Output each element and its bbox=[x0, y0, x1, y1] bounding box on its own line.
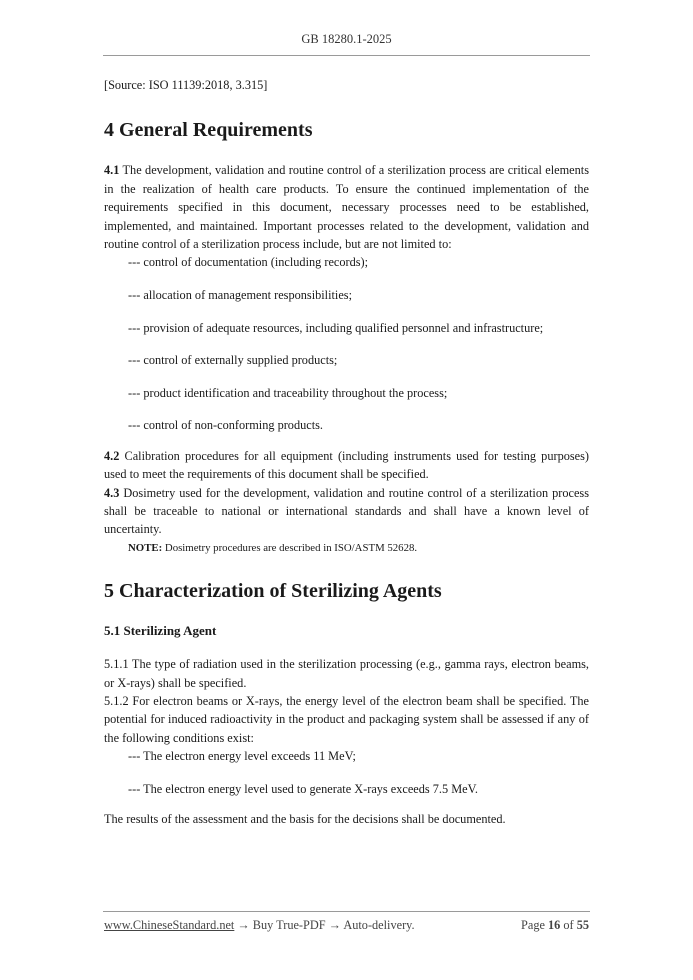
clause-number: 4.3 bbox=[104, 485, 120, 500]
clause-number: 4.1 bbox=[104, 163, 120, 178]
process-list bbox=[104, 253, 589, 434]
footer-promo bbox=[104, 918, 415, 933]
clause-4-3 bbox=[104, 484, 589, 539]
clause-text: Dosimetry used for the development, validation and routine control of a sterilization process shall be traceable to national or international standards and shall have a known level of uncertainty. bbox=[104, 485, 589, 537]
document-id: GB 18280.1-2025 bbox=[301, 32, 392, 46]
section-4-heading: 4 General Requirements bbox=[104, 119, 313, 142]
page-footer bbox=[104, 918, 589, 933]
header-divider bbox=[103, 55, 590, 56]
condition-list bbox=[104, 747, 589, 798]
clause-text: Calibration procedures for all equipment (including instruments used for testing purposes) used to meet the requirements of this document shall be specified. bbox=[104, 448, 589, 482]
page-total: 55 bbox=[576, 918, 589, 932]
document-header bbox=[0, 32, 693, 47]
clause-number: 4.2 bbox=[104, 448, 120, 463]
list-item: --- The electron energy level used to generate X-rays exceeds 7.5 MeV. bbox=[128, 781, 478, 796]
clause-5-1-2: 5.1.2 For electron beams or X-rays, the energy level of the electron beam shall be specified. The potential for induced radioactivity in the product and packaging system shall be assessed if any of the following conditions exist: bbox=[104, 694, 589, 745]
clause-4-2 bbox=[104, 447, 589, 484]
clause-4-1 bbox=[104, 161, 589, 253]
closing-statement: The results of the assessment and the basis for the decisions shall be documented. bbox=[104, 812, 506, 827]
list-item: --- allocation of management responsibilities; bbox=[128, 288, 353, 303]
clause-text: The development, validation and routine control of a sterilization process are critical elements in the realization of health care products. To ensure the continued implementation of the requirements specified in this document, necessary processes need to be established, implemented, and maintained. Important processes related to the development, validation and routine control of a sterilization process include, but are not limited to: bbox=[104, 163, 589, 252]
subsection-5-1-heading: 5.1 Sterilizing Agent bbox=[104, 623, 217, 639]
list-item: --- control of documentation (including records); bbox=[128, 255, 369, 270]
page-label: Page bbox=[521, 918, 548, 932]
source-reference: [Source: ISO 11139:2018, 3.315] bbox=[104, 78, 268, 92]
list-item: --- The electron energy level exceeds 11 MeV; bbox=[128, 749, 356, 764]
list-item: --- product identification and traceability throughout the process; bbox=[128, 385, 448, 400]
note-label: NOTE: bbox=[128, 541, 163, 554]
auto-delivery-text: Auto-delivery. bbox=[340, 918, 415, 932]
of-label: of bbox=[560, 918, 577, 932]
arrow-icon: → bbox=[237, 918, 250, 932]
arrow-icon: → bbox=[328, 918, 341, 932]
site-link[interactable]: www.ChineseStandard.net bbox=[104, 918, 235, 932]
list-item: --- control of externally supplied products; bbox=[128, 353, 338, 368]
note-text: Dosimetry procedures are described in ISO/ASTM 52628. bbox=[162, 541, 418, 554]
page-indicator bbox=[521, 918, 589, 933]
page-content bbox=[104, 76, 589, 829]
footer-divider bbox=[103, 911, 590, 912]
section-5-heading: 5 Characterization of Sterilizing Agents bbox=[104, 580, 442, 603]
page-number: 16 bbox=[548, 918, 561, 932]
note bbox=[104, 539, 589, 557]
clause-5-1-1: 5.1.1 The type of radiation used in the sterilization processing (e.g., gamma rays, electron beams, or X-rays) shall be specified. bbox=[104, 657, 589, 690]
buy-text: Buy True-PDF bbox=[249, 918, 329, 932]
list-item: --- provision of adequate resources, including qualified personnel and infrastructure; bbox=[128, 320, 544, 335]
list-item: --- control of non-conforming products. bbox=[128, 418, 323, 433]
